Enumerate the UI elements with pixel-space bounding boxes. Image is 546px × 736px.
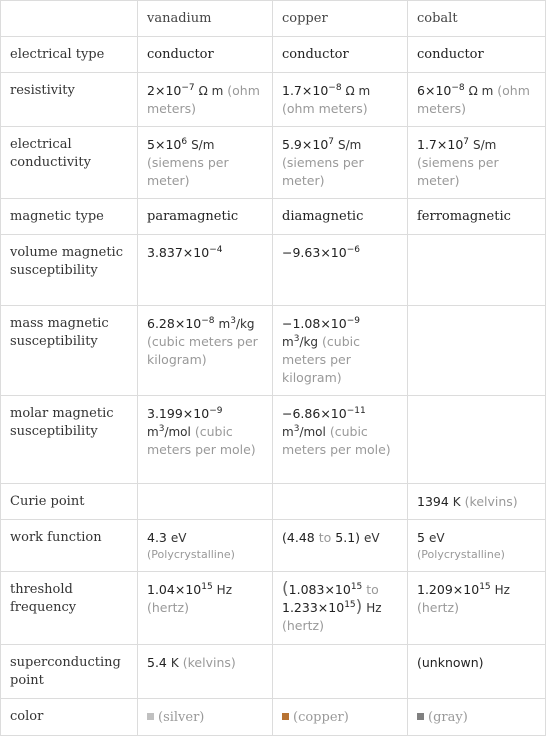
exponent: −8	[201, 316, 215, 326]
range-low-mantissa: 1.083	[288, 582, 325, 597]
base-ten: 10	[334, 582, 351, 597]
unit-name: (ohm meters)	[147, 83, 260, 116]
unit: eV	[170, 531, 187, 545]
unit	[219, 317, 255, 331]
exponent: −9	[209, 406, 223, 416]
table-row	[1, 484, 546, 520]
mantissa: 1.7	[417, 137, 437, 152]
value-cell	[408, 73, 546, 127]
times-sign: ×	[452, 582, 464, 597]
unit: eV	[364, 531, 380, 545]
base-ten: 10	[312, 137, 329, 152]
table-row	[1, 127, 546, 199]
table-row	[1, 199, 546, 235]
header-row	[1, 1, 546, 37]
unit-base: m	[147, 425, 159, 439]
note: (Polycrystalline)	[147, 548, 235, 561]
value-cell: paramagnetic	[138, 199, 273, 235]
table-row	[1, 73, 546, 127]
times-sign: ×	[320, 245, 331, 260]
unit-denominator: /kg	[235, 317, 255, 331]
exponent: −4	[209, 245, 223, 255]
row-label: magnetic type	[1, 199, 138, 235]
color-name: (silver)	[158, 710, 205, 725]
base-ten: 10	[185, 582, 202, 597]
unit-base: m	[282, 425, 294, 439]
times-sign: ×	[424, 83, 436, 98]
mantissa: −6.86	[282, 406, 321, 421]
note: (Polycrystalline)	[417, 548, 505, 561]
unit-exponent: 3	[293, 424, 300, 434]
range-low-exponent: 15	[350, 582, 363, 592]
base-ten: 10	[447, 137, 464, 152]
unit-exponent: 3	[230, 316, 236, 326]
row-label: resistivity	[1, 73, 138, 127]
value-cell	[408, 572, 546, 645]
times-sign: ×	[182, 245, 194, 260]
color-name: (gray)	[428, 710, 468, 725]
table-row	[1, 37, 546, 73]
value: 4.3	[147, 530, 167, 545]
base-ten: 10	[330, 406, 347, 421]
range-low: 4.48	[286, 530, 315, 545]
value-cell: conductor	[138, 37, 273, 73]
row-label: molar magnetic susceptibility	[1, 396, 138, 484]
unit-name: (kelvins)	[182, 655, 236, 670]
exponent: 15	[479, 582, 491, 592]
value-cell	[138, 235, 273, 306]
value-cell	[273, 73, 408, 127]
exponent: −8	[328, 83, 342, 93]
row-label: electrical conductivity	[1, 127, 138, 199]
base-ten: 10	[193, 245, 210, 260]
unit-exponent: 3	[293, 334, 300, 344]
value-cell	[138, 520, 273, 572]
exponent: −11	[346, 406, 366, 416]
unit: K	[170, 656, 179, 670]
base-ten: 10	[435, 83, 452, 98]
unit: S/m	[338, 138, 362, 152]
unit-name: (hertz)	[147, 600, 189, 615]
unit: S/m	[191, 138, 215, 152]
unit-name: (cubic meters per mole)	[282, 424, 391, 457]
unit: Hz	[216, 583, 232, 597]
table-row	[1, 645, 546, 699]
unit	[282, 335, 318, 349]
value-cell	[408, 396, 546, 484]
range-high-exponent: 15	[344, 600, 356, 610]
column-header-vanadium: vanadium	[138, 1, 273, 37]
row-label: Curie point	[1, 484, 138, 520]
value-cell	[273, 484, 408, 520]
times-sign: ×	[174, 316, 186, 331]
value-cell	[273, 235, 408, 306]
value-cell	[273, 572, 408, 645]
value-cell	[408, 699, 546, 736]
unit-name: (ohm meters)	[282, 101, 368, 116]
unit: K	[452, 495, 461, 509]
value-cell	[138, 73, 273, 127]
unit: Ω m	[345, 84, 371, 98]
row-label: color	[1, 699, 138, 736]
unit: Ω m	[198, 84, 224, 98]
unit: Ω m	[468, 84, 494, 98]
unit: Hz	[494, 583, 510, 597]
base-ten: 10	[193, 406, 210, 421]
times-sign: ×	[320, 406, 331, 421]
exponent: 6	[181, 137, 188, 147]
value-cell	[273, 306, 408, 396]
times-sign: ×	[182, 406, 194, 421]
value-cell: ferromagnetic	[408, 199, 546, 235]
range-to: to	[366, 582, 379, 597]
value-cell	[138, 572, 273, 645]
times-sign: ×	[436, 137, 448, 152]
times-sign: ×	[174, 582, 186, 597]
table-row	[1, 572, 546, 645]
exponent: −8	[451, 83, 465, 93]
mantissa: 5	[147, 137, 155, 152]
mantissa: 3.199	[147, 406, 183, 421]
range-high-mantissa: 1.233	[282, 600, 318, 615]
unit-name: (hertz)	[282, 618, 324, 633]
value-cell	[408, 306, 546, 396]
row-label: mass magnetic susceptibility	[1, 306, 138, 396]
table-row	[1, 699, 546, 736]
exponent: −6	[346, 245, 360, 255]
close-paren: )	[355, 530, 361, 545]
value-cell	[138, 699, 273, 736]
value: 1394	[417, 494, 449, 509]
unit-name: (ohm meters)	[417, 83, 530, 116]
open-paren: (	[282, 579, 289, 599]
mantissa: 1.7	[282, 83, 302, 98]
mantissa: −9.63	[282, 245, 321, 260]
value: 5.4	[147, 655, 167, 670]
unit-name: (cubic meters per kilogram)	[282, 334, 360, 385]
base-ten: 10	[330, 245, 347, 260]
unit-name: (kelvins)	[464, 494, 518, 509]
base-ten: 10	[463, 582, 480, 597]
unit-name: (cubic meters per kilogram)	[147, 334, 258, 367]
base-ten: 10	[165, 83, 182, 98]
value-cell	[408, 520, 546, 572]
unit	[147, 425, 191, 439]
times-sign: ×	[320, 316, 331, 331]
mantissa: 5.9	[282, 137, 302, 152]
value-cell: conductor	[408, 37, 546, 73]
unit-name: (cubic meters per mole)	[147, 424, 256, 457]
table-row	[1, 520, 546, 572]
mantissa: 1.209	[417, 582, 453, 597]
unit-name: (siemens per meter)	[282, 155, 364, 188]
exponent: 15	[201, 582, 213, 592]
exponent: 7	[328, 137, 335, 147]
unit-exponent: 3	[158, 424, 165, 434]
unit-name: (siemens per meter)	[417, 155, 499, 188]
row-label: superconducting point	[1, 645, 138, 699]
color-swatch	[147, 713, 154, 720]
value-cell	[273, 699, 408, 736]
table-row	[1, 235, 546, 306]
times-sign: ×	[154, 137, 166, 152]
value-cell	[138, 645, 273, 699]
unit: Hz	[366, 601, 382, 615]
value-cell	[408, 484, 546, 520]
unit-base: m	[282, 335, 294, 349]
mantissa: 6	[417, 83, 425, 98]
value-cell	[408, 235, 546, 306]
value-cell	[273, 127, 408, 199]
value-cell: conductor	[273, 37, 408, 73]
color-swatch	[282, 713, 289, 720]
value-cell	[138, 306, 273, 396]
row-label: volume magnetic susceptibility	[1, 235, 138, 306]
corner-cell	[1, 1, 138, 37]
row-label: electrical type	[1, 37, 138, 73]
unit: S/m	[473, 138, 497, 152]
value-cell	[138, 396, 273, 484]
mantissa: 1.04	[147, 582, 175, 597]
value-cell	[273, 396, 408, 484]
mantissa: 3.837	[147, 245, 183, 260]
value-cell	[273, 520, 408, 572]
exponent: −7	[181, 83, 195, 93]
base-ten: 10	[185, 316, 202, 331]
unit-denominator: /mol	[299, 425, 326, 439]
times-sign: ×	[317, 600, 329, 615]
table-row	[1, 396, 546, 484]
value: 5	[417, 530, 425, 545]
mantissa: 6.28	[147, 316, 175, 331]
unit	[282, 425, 326, 439]
unit: eV	[428, 531, 445, 545]
exponent: −9	[346, 316, 360, 326]
range-high: 5.1	[335, 530, 356, 545]
base-ten: 10	[165, 137, 182, 152]
table-row	[1, 306, 546, 396]
times-sign: ×	[301, 83, 313, 98]
unit-base: m	[218, 317, 231, 331]
unit-name: (siemens per meter)	[147, 155, 229, 188]
unit-denominator: /mol	[164, 425, 191, 439]
unit-denominator: /kg	[299, 335, 319, 349]
value-cell: diamagnetic	[273, 199, 408, 235]
close-paren: )	[355, 597, 363, 617]
times-sign: ×	[154, 83, 166, 98]
value-cell	[138, 484, 273, 520]
value-cell	[408, 127, 546, 199]
base-ten: 10	[330, 316, 347, 331]
row-label: threshold frequency	[1, 572, 138, 645]
color-name: (copper)	[293, 710, 349, 725]
range-to: to	[318, 530, 332, 545]
exponent: 7	[463, 137, 470, 147]
value-cell	[273, 645, 408, 699]
row-label: work function	[1, 520, 138, 572]
mantissa: −1.08	[282, 316, 321, 331]
times-sign: ×	[324, 582, 335, 597]
mantissa: 2	[147, 83, 155, 98]
open-paren: (	[282, 530, 287, 545]
value-cell: (unknown)	[408, 645, 546, 699]
base-ten: 10	[312, 83, 329, 98]
times-sign: ×	[301, 137, 313, 152]
unit-name: (hertz)	[417, 600, 459, 615]
column-header-copper: copper	[273, 1, 408, 37]
base-ten: 10	[328, 600, 345, 615]
value-cell	[138, 127, 273, 199]
column-header-cobalt: cobalt	[408, 1, 546, 37]
color-swatch	[417, 713, 424, 720]
